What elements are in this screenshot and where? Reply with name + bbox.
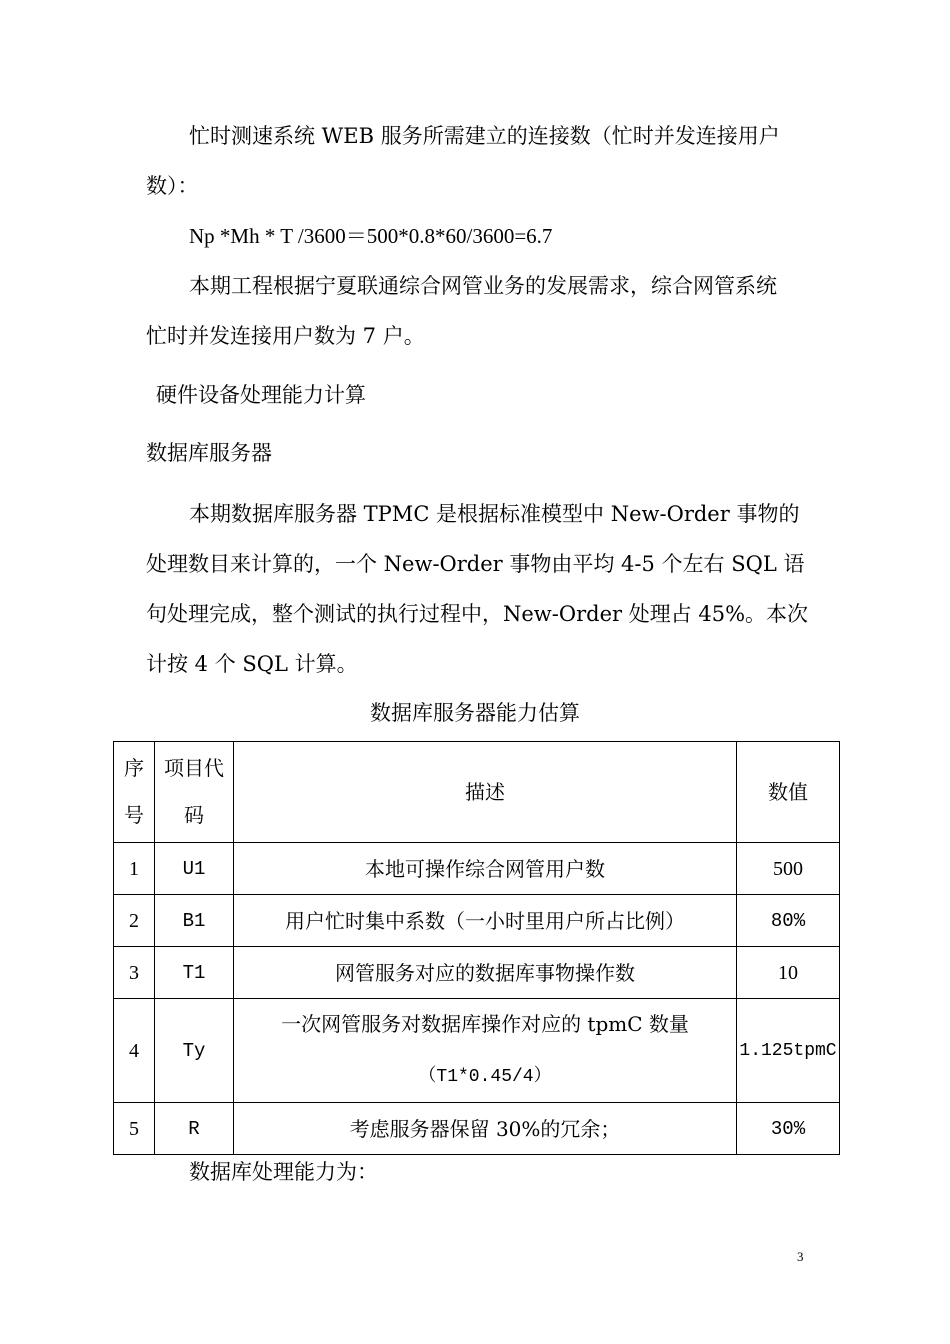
cell-desc: 本地可操作综合网管用户数 — [234, 843, 737, 895]
paragraph-line: 数据库处理能力为： — [189, 1160, 378, 1184]
table-row — [114, 843, 840, 895]
cell-desc-line2: （T1*0.45/4） — [418, 1067, 552, 1087]
table-row — [114, 947, 840, 999]
cell-code: T1 — [155, 947, 234, 999]
cell-value: 80% — [737, 895, 840, 947]
paragraph-line: 本期数据库服务器 TPMC 是根据标准模型中 New-Order 事物的 — [189, 502, 800, 526]
cell-seq: 3 — [114, 947, 155, 999]
paragraph-line: 忙时测速系统 WEB 服务所需建立的连接数（忙时并发连接用户 — [189, 124, 780, 148]
paragraph-line: 忙时并发连接用户数为 7 户。 — [146, 324, 425, 348]
paragraph-line: 句处理完成，整个测试的执行过程中，New-Order 处理占 45%。本次 — [146, 602, 809, 626]
cell-value: 500 — [737, 843, 840, 895]
formula: Np *Mh * T /3600＝500*0.8*60/3600=6.7 — [189, 224, 553, 248]
table-caption: 数据库服务器能力估算 — [370, 701, 580, 725]
cell-value: 10 — [737, 947, 840, 999]
cell-seq: 1 — [114, 843, 155, 895]
cell-seq: 5 — [114, 1103, 155, 1155]
cell-code: R — [155, 1103, 234, 1155]
capacity-table — [113, 741, 840, 1155]
cell-desc: 网管服务对应的数据库事物操作数 — [234, 947, 737, 999]
cell-seq: 2 — [114, 895, 155, 947]
table-row — [114, 895, 840, 947]
cell-desc-line1: 一次网管服务对数据库操作对应的 tpmC 数量 — [281, 1012, 689, 1036]
table-row — [114, 999, 840, 1103]
cell-seq: 4 — [114, 999, 155, 1103]
cell-code: U1 — [155, 843, 234, 895]
cell-desc: 考虑服务器保留 30%的冗余； — [234, 1103, 737, 1155]
cell-value: 1.125tpmC — [737, 999, 840, 1103]
cell-code: Ty — [155, 999, 234, 1103]
header-code: 项目代 码 — [155, 742, 234, 843]
paragraph-line: 数）： — [146, 174, 199, 198]
cell-desc: 用户忙时集中系数（一小时里用户所占比例） — [234, 895, 737, 947]
cell-value: 30% — [737, 1103, 840, 1155]
section-heading: 硬件设备处理能力计算 — [156, 383, 366, 407]
paragraph-line: 处理数目来计算的，一个 New-Order 事物由平均 4-5 个左右 SQL 语 — [146, 552, 805, 576]
header-desc: 描述 — [234, 742, 737, 843]
paragraph-line: 本期工程根据宁夏联通综合网管业务的发展需求，综合网管系统 — [189, 274, 777, 298]
header-value: 数值 — [737, 742, 840, 843]
subsection-heading: 数据库服务器 — [146, 441, 272, 465]
header-seq: 序 号 — [114, 742, 155, 843]
table-row — [114, 1103, 840, 1155]
table-header-row — [114, 742, 840, 843]
page-number: 3 — [797, 1249, 804, 1264]
paragraph-line: 计按 4 个 SQL 计算。 — [146, 652, 358, 676]
cell-desc — [234, 999, 737, 1103]
cell-code: B1 — [155, 895, 234, 947]
